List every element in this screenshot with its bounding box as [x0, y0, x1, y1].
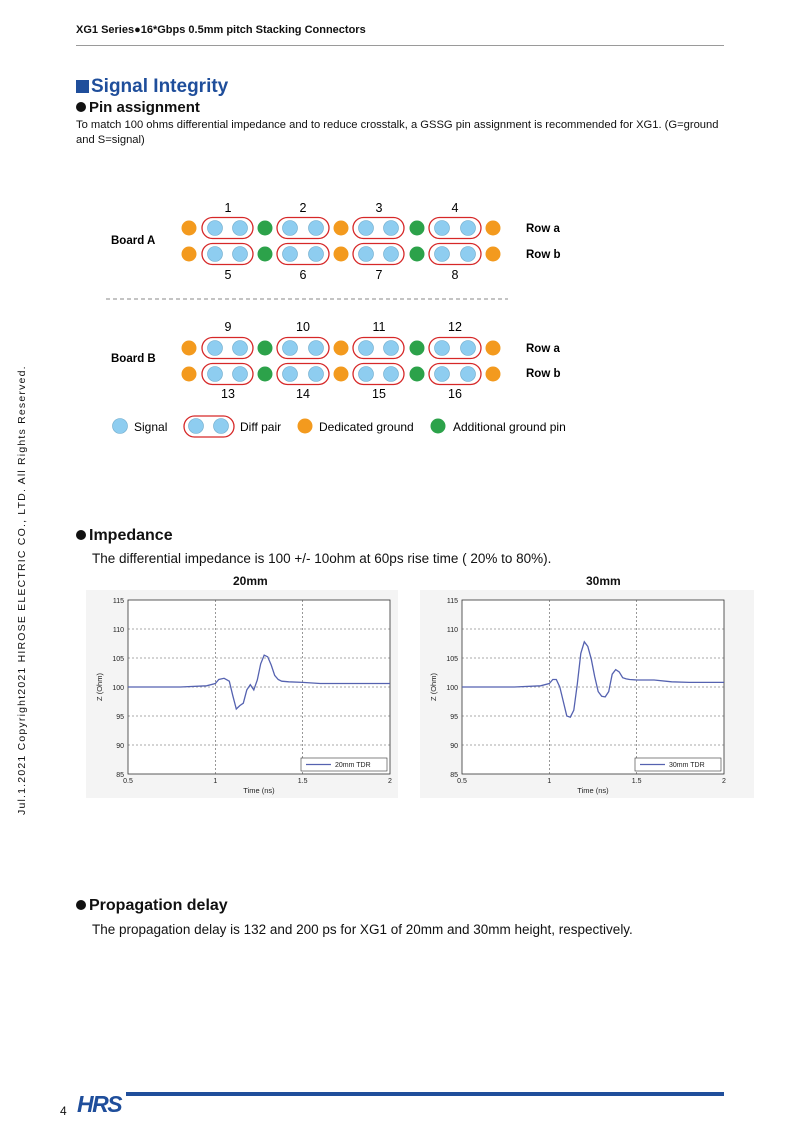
dedicated-ground-pin	[182, 341, 197, 356]
additional-ground-pin	[410, 221, 425, 236]
signal-pin	[359, 367, 374, 382]
signal-pin	[359, 341, 374, 356]
y-tick-label: 115	[112, 598, 124, 605]
x-axis-label: Time (ns)	[577, 786, 609, 795]
signal-pin	[461, 367, 476, 382]
x-tick-label: 0.5	[123, 778, 133, 785]
x-tick-label: 1	[213, 778, 218, 785]
impedance-description: The differential impedance is 100 +/- 10ohm at 60ps rise time ( 20% to 80%).	[92, 551, 552, 566]
pair-number-10: 10	[296, 320, 310, 334]
pair-number-13: 13	[221, 387, 235, 401]
pin-circles	[182, 218, 501, 385]
legend-diff-pair-label: Diff pair	[240, 420, 282, 434]
pair-number-4: 4	[451, 201, 459, 215]
x-tick-label: 1.5	[297, 778, 308, 785]
dedicated-ground-pin	[486, 221, 501, 236]
signal-pin	[283, 367, 298, 382]
impedance-chart-30mm	[420, 590, 754, 798]
signal-pin	[461, 221, 476, 236]
signal-pin	[233, 341, 248, 356]
pair-number-14: 14	[296, 387, 310, 401]
y-tick-label: 90	[116, 743, 124, 750]
board-b-row-b-label: Row b	[526, 368, 561, 380]
signal-pin	[435, 341, 450, 356]
signal-pin	[208, 221, 223, 236]
propagation-delay-description: The propagation delay is 132 and 200 ps for XG1 of 20mm and 30mm height, respectively.	[92, 922, 633, 937]
legend-signal-icon	[113, 419, 128, 434]
signal-pin	[435, 247, 450, 262]
legend-label: 20mm TDR	[335, 762, 371, 769]
bullet-icon	[76, 530, 86, 540]
x-axis-label: Time (ns)	[243, 786, 275, 795]
additional-ground-pin	[410, 367, 425, 382]
board-b-label: Board B	[111, 353, 156, 365]
dedicated-ground-pin	[334, 221, 349, 236]
header-title: XG1 Series●16*Gbps 0.5mm pitch Stacking Connectors	[76, 24, 366, 36]
legend-additional-ground-label: Additional ground pin	[453, 420, 566, 434]
board-a-row-a-label: Row a	[526, 223, 560, 235]
x-tick-label: 2	[722, 778, 726, 785]
signal-pin	[283, 341, 298, 356]
dedicated-ground-pin	[486, 367, 501, 382]
y-tick-label: 110	[112, 627, 124, 634]
pair-number-11: 11	[372, 320, 386, 334]
x-tick-label: 0.5	[457, 778, 467, 785]
dedicated-ground-pin	[334, 247, 349, 262]
signal-pin	[208, 341, 223, 356]
legend-signal-label: Signal	[134, 420, 168, 434]
signal-pin	[309, 367, 324, 382]
signal-pin	[384, 221, 399, 236]
dedicated-ground-pin	[182, 221, 197, 236]
impedance-heading-text: Impedance	[89, 527, 173, 544]
pair-number-5: 5	[224, 268, 232, 282]
bullet-icon	[76, 102, 86, 112]
signal-pin	[233, 247, 248, 262]
board-a-row-b-label: Row b	[526, 249, 561, 261]
signal-pin	[384, 247, 399, 262]
signal-pin	[359, 247, 374, 262]
signal-pin	[461, 247, 476, 262]
dedicated-ground-pin	[182, 367, 197, 382]
propagation-delay-heading-text: Propagation delay	[89, 897, 228, 914]
dedicated-ground-pin	[486, 247, 501, 262]
copyright-side-note: Jul.1.2021 Copyright2021 HIROSE ELECTRIC CO., LTD. All Rights Reserved.	[16, 365, 28, 815]
signal-pin	[233, 221, 248, 236]
pair-number-7: 7	[375, 268, 383, 282]
section-title-text: Signal Integrity	[91, 76, 229, 97]
pin-assignment-heading-text: Pin assignment	[89, 99, 200, 116]
section-title	[76, 76, 228, 98]
signal-pin	[309, 221, 324, 236]
y-axis-label: Z (Ohm)	[429, 673, 438, 701]
y-tick-label: 115	[446, 598, 458, 605]
signal-pin	[435, 367, 450, 382]
chart-20mm-title: 20mm	[233, 574, 268, 588]
impedance-heading	[76, 527, 173, 545]
dedicated-ground-pin	[486, 341, 501, 356]
signal-pin	[283, 221, 298, 236]
y-tick-label: 90	[450, 743, 458, 750]
page-number: 4	[60, 1104, 67, 1118]
y-tick-label: 85	[450, 772, 458, 779]
signal-pin	[435, 221, 450, 236]
signal-pin	[384, 367, 399, 382]
legend-diff-pair-icon	[214, 419, 229, 434]
pair-number-2: 2	[299, 201, 307, 215]
x-tick-label: 1	[547, 778, 552, 785]
y-tick-label: 105	[446, 656, 458, 663]
propagation-delay-heading	[76, 897, 228, 915]
dedicated-ground-pin	[334, 341, 349, 356]
signal-pin	[309, 341, 324, 356]
signal-pin	[309, 247, 324, 262]
legend-label: 30mm TDR	[669, 762, 705, 769]
signal-pin	[461, 341, 476, 356]
y-tick-label: 95	[450, 714, 458, 721]
signal-pin	[208, 247, 223, 262]
pin-assignment-heading	[76, 99, 200, 116]
board-b-row-a-label: Row a	[526, 343, 560, 355]
legend-dedicated-ground-icon	[298, 419, 313, 434]
signal-pin	[283, 247, 298, 262]
header-rule	[76, 45, 724, 46]
pin-assignment-description: To match 100 ohms differential impedance and to reduce crosstalk, a GSSG pin assignment is recommended for XG1. (G=ground and S=signal)	[76, 119, 719, 146]
pair-number-12: 12	[448, 320, 462, 334]
signal-pin	[233, 367, 248, 382]
legend-diff-pair-icon	[189, 419, 204, 434]
pair-number-1: 1	[224, 201, 232, 215]
y-tick-label: 105	[112, 656, 124, 663]
x-tick-label: 2	[388, 778, 392, 785]
pair-number-3: 3	[375, 201, 383, 215]
y-tick-label: 100	[112, 685, 124, 692]
signal-pin	[384, 341, 399, 356]
dedicated-ground-pin	[182, 247, 197, 262]
hrs-logo	[76, 1090, 126, 1116]
impedance-chart-20mm	[86, 590, 398, 798]
y-tick-label: 110	[446, 627, 458, 634]
additional-ground-pin	[258, 367, 273, 382]
chart-30mm-title: 30mm	[586, 574, 621, 588]
square-bullet-icon	[76, 80, 89, 93]
y-tick-label: 95	[116, 714, 124, 721]
legend-dedicated-ground-label: Dedicated ground	[319, 420, 414, 434]
footer-bar	[126, 1092, 724, 1096]
signal-pin	[359, 221, 374, 236]
y-axis-label: Z (Ohm)	[95, 673, 104, 701]
x-tick-label: 1.5	[631, 778, 642, 785]
pair-number-15: 15	[372, 387, 386, 401]
y-tick-label: 100	[446, 685, 458, 692]
pin-assignment-diagram	[0, 190, 800, 450]
signal-pin	[208, 367, 223, 382]
additional-ground-pin	[258, 341, 273, 356]
additional-ground-pin	[410, 341, 425, 356]
additional-ground-pin	[258, 221, 273, 236]
additional-ground-pin	[258, 247, 273, 262]
pair-number-16: 16	[448, 387, 462, 401]
additional-ground-pin	[410, 247, 425, 262]
hrs-logo-text: HRS	[77, 1091, 122, 1116]
y-tick-label: 85	[116, 772, 124, 779]
pair-number-8: 8	[451, 268, 459, 282]
pair-number-9: 9	[224, 320, 232, 334]
pair-number-6: 6	[299, 268, 307, 282]
legend-additional-ground-icon	[431, 419, 446, 434]
dedicated-ground-pin	[334, 367, 349, 382]
board-a-label: Board A	[111, 235, 156, 247]
bullet-icon	[76, 900, 86, 910]
